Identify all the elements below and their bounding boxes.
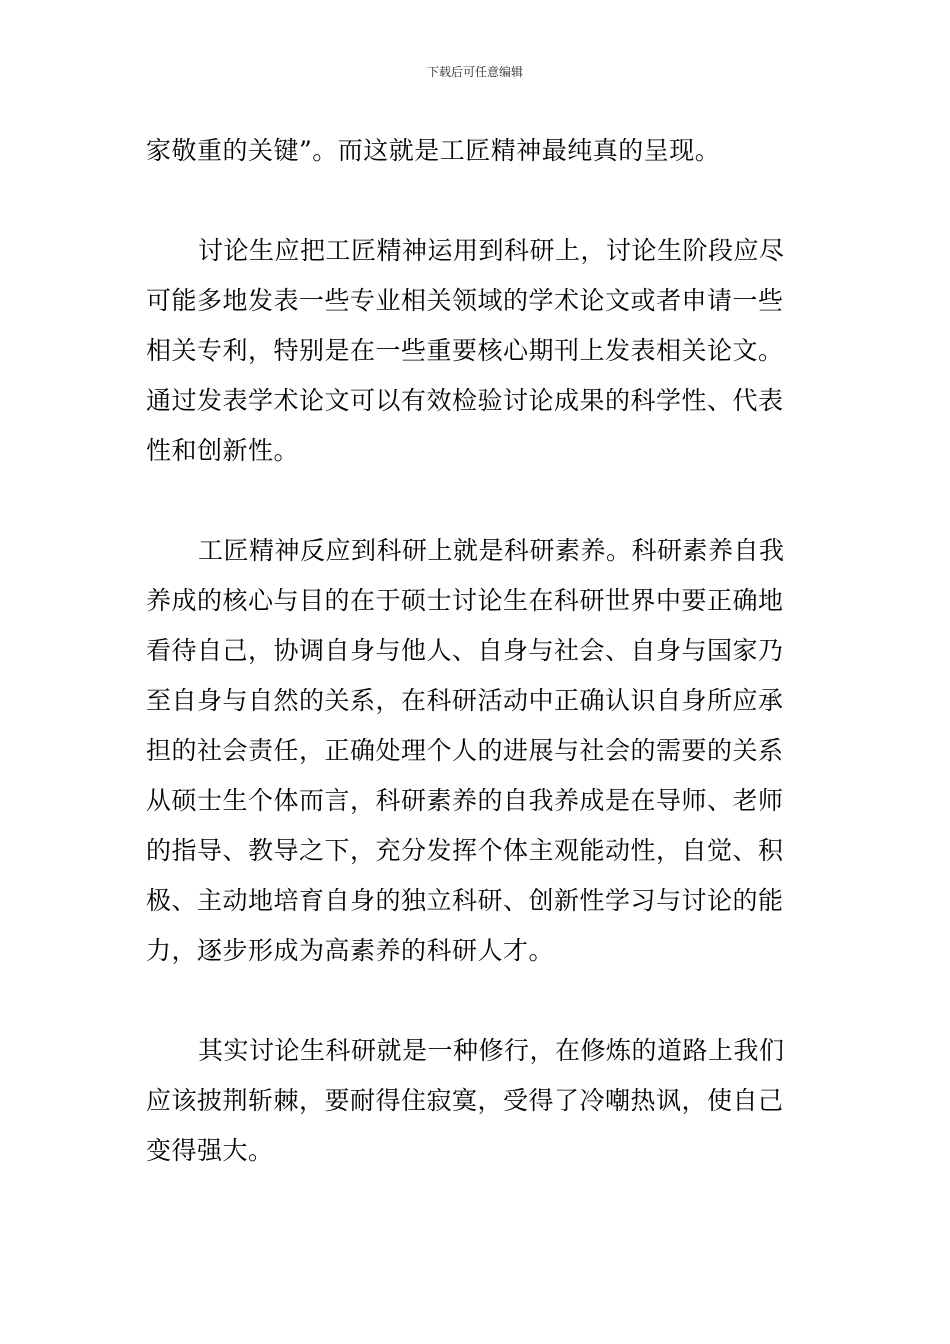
text-line: 养成的核心与目的在于硕士讨论生在科研世界中要正确地 bbox=[146, 586, 784, 615]
text-line: 至自身与自然的关系，在科研活动中正确认识自身所应承 bbox=[146, 686, 784, 715]
paragraph-3 bbox=[146, 526, 808, 976]
paragraph-4 bbox=[146, 1026, 808, 1176]
text-line: 看待自己，协调自身与他人、自身与社会、自身与国家乃 bbox=[146, 636, 784, 665]
document-body bbox=[146, 126, 808, 1176]
paragraph-1 bbox=[146, 126, 808, 176]
text-line: 工匠精神反应到科研上就是科研素养。科研素养自我 bbox=[198, 536, 785, 565]
page-header: 下载后可任意编辑 bbox=[426, 65, 523, 79]
text-line: 担的社会责任，正确处理个人的进展与社会的需要的关系 bbox=[146, 736, 784, 765]
text-line: 讨论生应把工匠精神运用到科研上，讨论生阶段应尽 bbox=[198, 236, 785, 265]
text-line: 通过发表学术论文可以有效检验讨论成果的科学性、代表 bbox=[146, 386, 784, 415]
text-line: 相关专利，特别是在一些重要核心期刊上发表相关论文。 bbox=[146, 336, 784, 365]
text-line: 可能多地发表一些专业相关领域的学术论文或者申请一些 bbox=[146, 286, 784, 315]
paragraph-2 bbox=[146, 226, 808, 476]
text-line: 性和创新性。 bbox=[146, 436, 300, 465]
text-line: 其实讨论生科研就是一种修行，在修炼的道路上我们 bbox=[198, 1036, 785, 1065]
text-line: 家敬重的关键”。而这就是工匠精神最纯真的呈现。 bbox=[146, 136, 721, 165]
text-line: 应该披荆斩棘，要耐得住寂寞，受得了冷嘲热讽，使自己 bbox=[146, 1086, 784, 1115]
text-line: 的指导、教导之下，充分发挥个体主观能动性，自觉、积 bbox=[146, 836, 784, 865]
text-line: 从硕士生个体而言，科研素养的自我养成是在导师、老师 bbox=[146, 786, 784, 815]
text-line: 变得强大。 bbox=[146, 1136, 274, 1165]
text-line: 极、主动地培育自身的独立科研、创新性学习与讨论的能 bbox=[146, 886, 784, 915]
text-line: 力，逐步形成为高素养的科研人才。 bbox=[146, 936, 555, 965]
